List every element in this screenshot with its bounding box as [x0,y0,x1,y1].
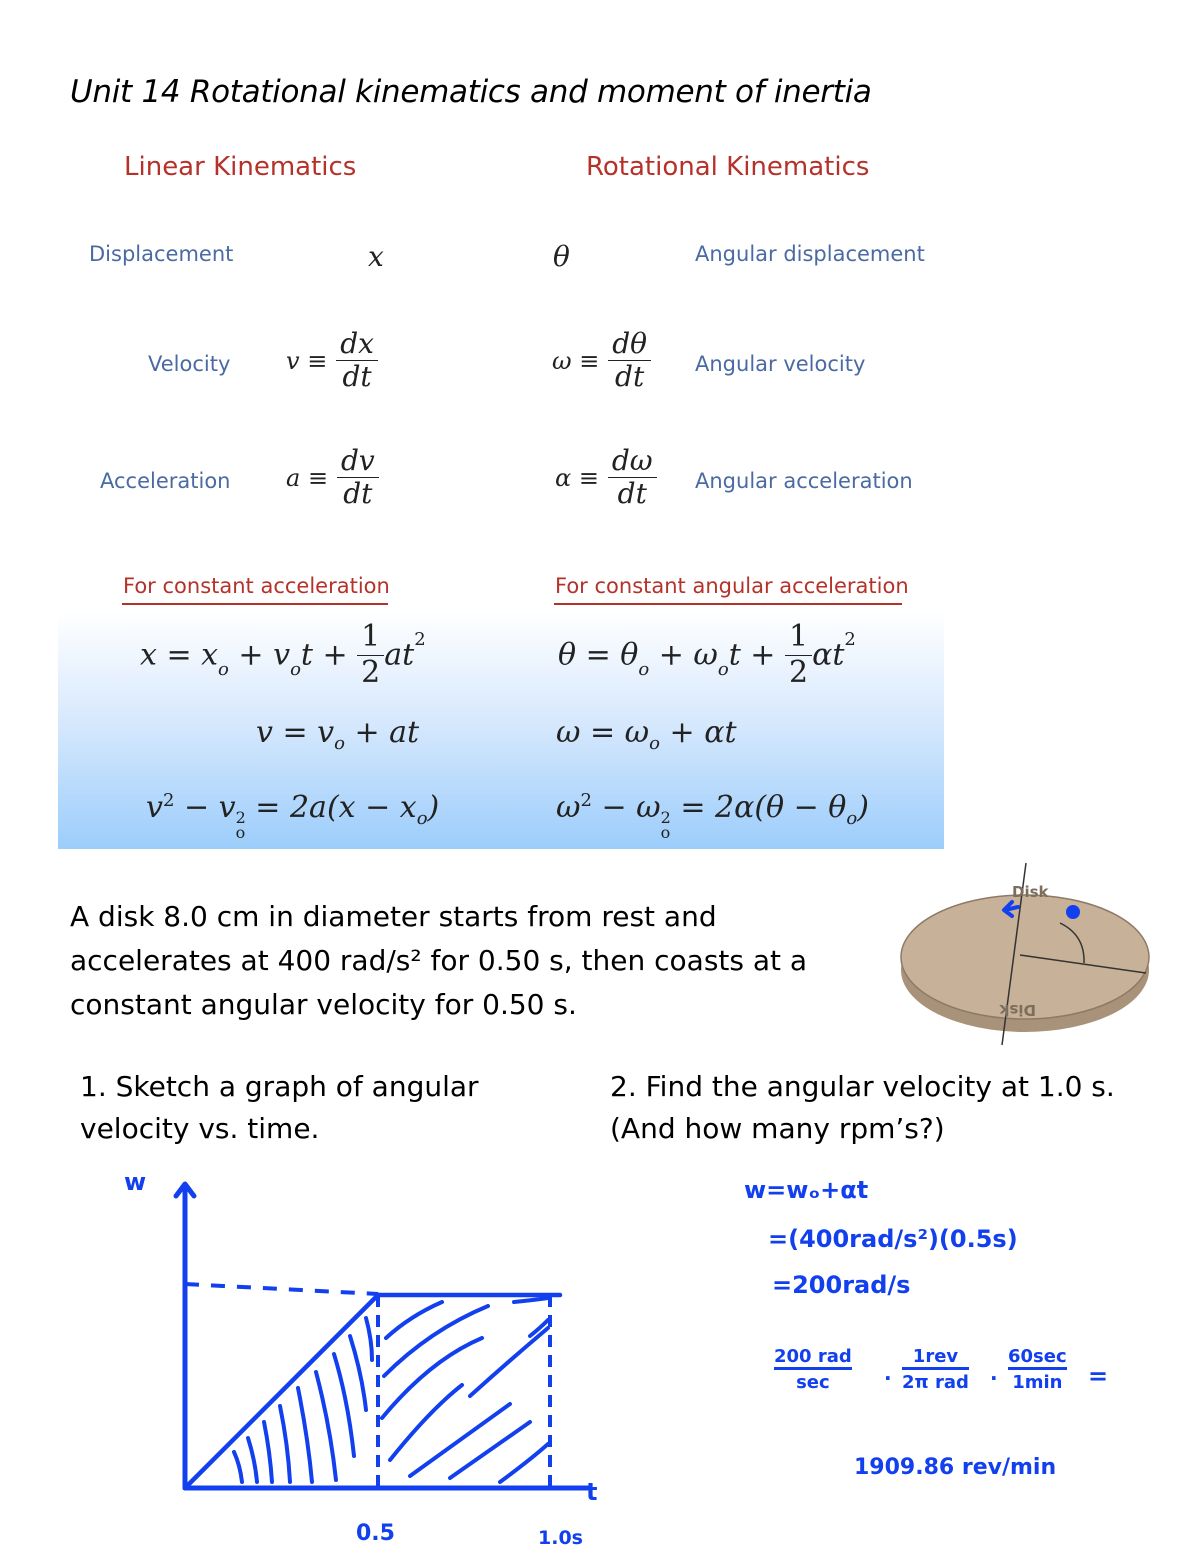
constant-linear-underline [122,603,388,605]
acceleration-label: Acceleration [100,469,231,493]
graph-y-label: w [124,1168,147,1196]
angular-position-equation: $\theta = \theta_o + \omega_ot$ + $\frac{1}{2}$ $\alpha t^2$ [558,619,856,690]
graph-x-label: t [586,1478,598,1506]
angular-velocity-graph [110,1160,630,1550]
conversion-factor-1: 200 rad sec [774,1346,852,1393]
disk-bottom-label: Disk [999,1001,1036,1019]
disk-illustration [890,855,1160,1055]
constant-angular-underline [554,603,902,605]
disk-top-label: Disk [1012,883,1049,901]
angular-displacement-symbol: θ [553,240,570,273]
multiply-dot-1: · [884,1366,892,1390]
graph-tick-1-0: 1.0s [538,1527,583,1549]
problem-statement: A disk 8.0 cm in diameter starts from rest and accelerates at 400 rad/s² for 0.50 s, then coasts at a constant angular velocity for 0.50 s. [70,900,808,1021]
linear-displacement-symbol: x [368,240,384,273]
constant-linear-title: For constant acceleration [123,574,390,598]
solution-result: =200rad/s [772,1271,911,1299]
velocity-label: Velocity [148,352,231,376]
conversion-factor-3: 60sec 1min [1008,1346,1067,1393]
constant-angular-title: For constant angular acceleration [555,574,909,598]
graph-tick-0-5: 0.5 [356,1521,395,1546]
angular-velocity-squared-equation: $\omega^2 - \omega$ 2 o = $2\alpha(\theta - \theta_o)$ [556,790,869,842]
rotational-kinematics-header: Rotational Kinematics [586,152,870,182]
angular-velocity-equation: $\omega = \omega_o + \alpha t$ [556,715,737,754]
solution-substitution: =(400rad/s²)(0.5s) [768,1225,1018,1253]
page-title: Unit 14 Rotational kinematics and moment of inertia [70,74,872,110]
theta-marker [1066,905,1080,919]
linear-velocity-definition: v ≡ $\frac{dx}{dt}$ [286,328,378,393]
graph-dashed-guide [185,1284,378,1294]
solution-formula: w=wₒ+αt [744,1176,869,1204]
linear-kinematics-header: Linear Kinematics [124,152,357,182]
rpm-answer: 1909.86 rev/min [854,1455,1057,1480]
angular-velocity-definition: ω ≡ $\frac{d\theta}{dt}$ [552,328,651,393]
angular-velocity-label: Angular velocity [695,352,866,376]
linear-velocity-squared-equation: $v^2 - v$ 2 o = $2a(x - x_o)$ [146,790,440,842]
linear-acceleration-definition: a ≡ $\frac{dv}{dt}$ [286,445,379,510]
linear-position-equation: $x = x_o + v_ot$ + $\frac{1}{2}$ $at^2$ [140,619,426,690]
linear-velocity-equation: $v = v_o$ + at [256,715,420,754]
graph-accelerating-line [185,1295,378,1488]
question-2: 2. Find the angular velocity at 1.0 s. (And how many rpm’s?) [610,1070,1115,1145]
angular-displacement-label: Angular displacement [695,242,925,266]
angular-acceleration-definition: α ≡ $\frac{d\omega}{dt}$ [555,445,657,510]
multiply-dot-2: · [990,1366,998,1390]
equals-sign: = [1088,1362,1109,1390]
question-1: 1. Sketch a graph of angular velocity vs. time. [80,1070,479,1145]
conversion-factor-2: 1rev 2π rad [902,1346,969,1393]
displacement-label: Displacement [89,242,234,266]
angular-acceleration-label: Angular acceleration [695,469,913,493]
